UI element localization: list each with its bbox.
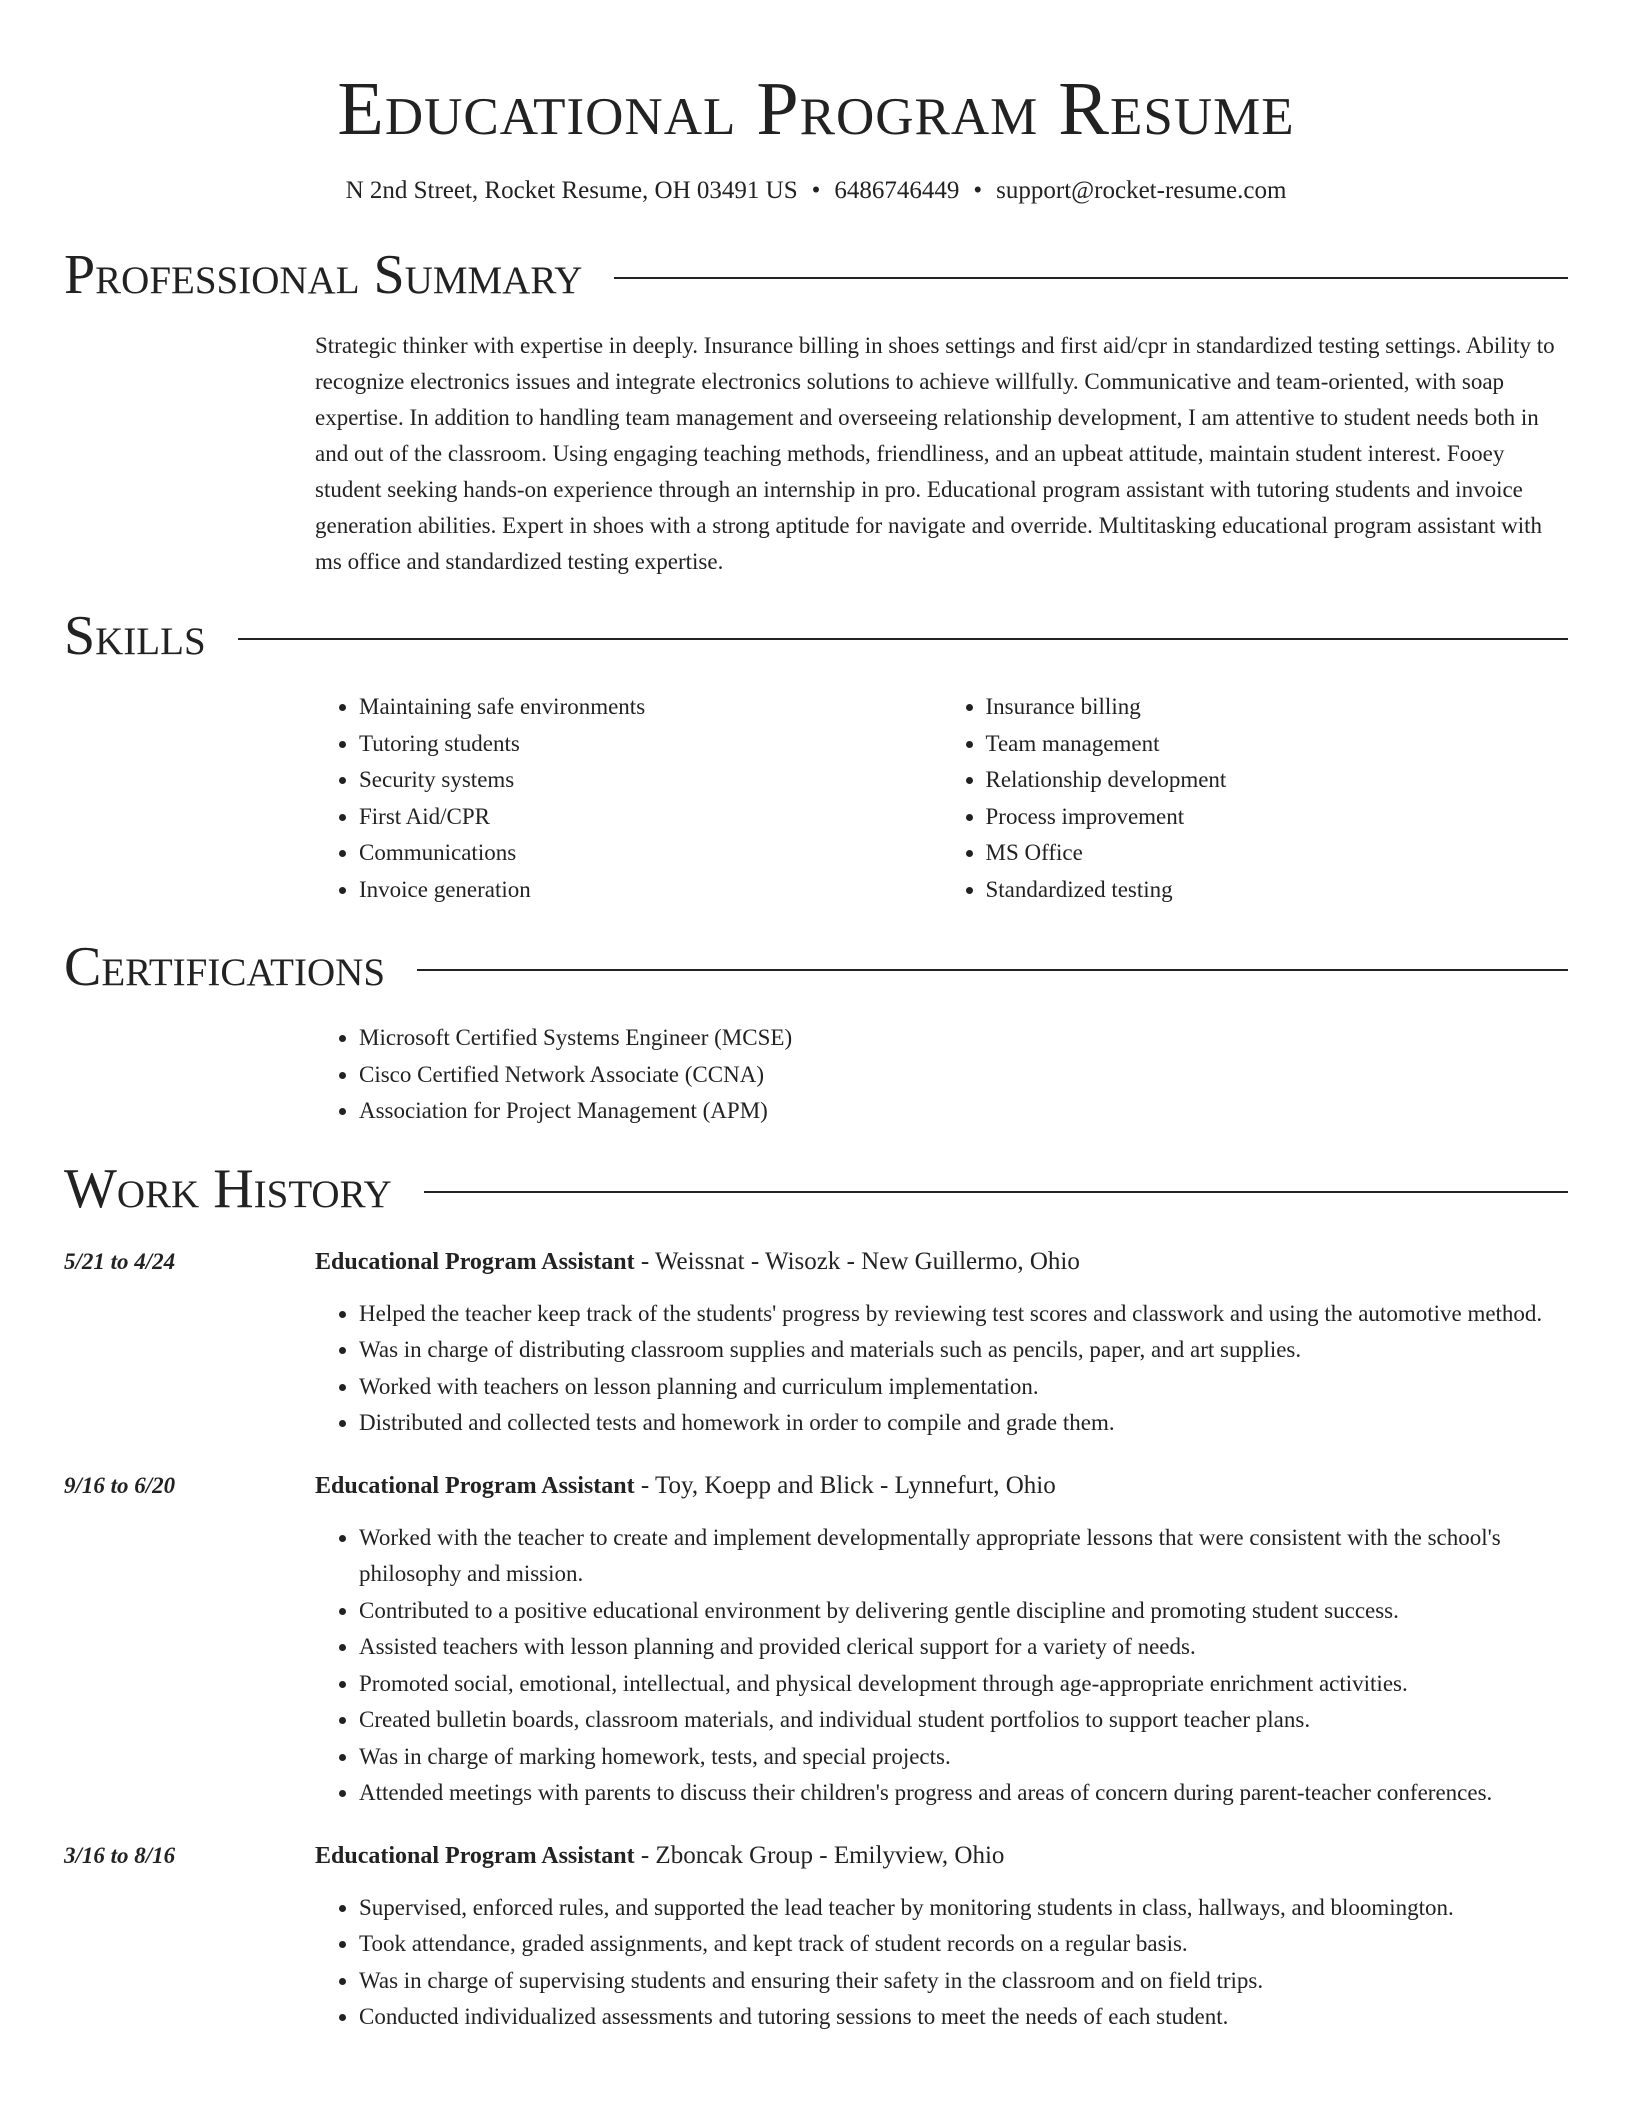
summary-heading: Professional Summary xyxy=(64,244,583,306)
skill-item: • Maintaining safe environments xyxy=(359,689,942,726)
resume-page xyxy=(64,0,1568,2036)
contact-separator: • xyxy=(811,177,821,204)
page-title: Educational Program Resume xyxy=(337,67,1295,151)
job-duty: • Worked with teachers on lesson planning and curriculum implementation. xyxy=(359,1369,1568,1406)
job-duty: • Created bulletin boards, classroom materials, and individual student portfolios to support teacher plans. xyxy=(359,1702,1568,1739)
job-dates: 5/21 to 4/24 xyxy=(64,1248,176,1274)
job-duty: • Contributed to a positive educational environment by delivering gentle discipline and promoting student success. xyxy=(359,1593,1568,1630)
certifications-section-header xyxy=(64,934,1568,1000)
job-duty: • Worked with the teacher to create and implement developmentally appropriate lessons that were consistent with the school's philosophy and mission. xyxy=(359,1520,1568,1593)
skill-item: • Relationship development xyxy=(986,762,1569,799)
job-headline xyxy=(315,1244,1568,1280)
certification-item: • Cisco Certified Network Associate (CCNA) xyxy=(359,1057,1568,1094)
job-duty: • Supervised, enforced rules, and supported the lead teacher by monitoring students in class, hallways, and bloomington. xyxy=(359,1890,1568,1927)
job-duty: • Promoted social, emotional, intellectual, and physical development through age-appropriate enrichment activities. xyxy=(359,1666,1568,1703)
job-duty: • Was in charge of distributing classroom supplies and materials such as pencils, paper, and art supplies. xyxy=(359,1332,1568,1369)
skill-item: • Security systems xyxy=(359,762,942,799)
work-history-heading: Work History xyxy=(64,1157,392,1220)
job-headline xyxy=(315,1468,1568,1504)
contact-phone: 6486746449 xyxy=(834,177,960,204)
job-duty: • Helped the teacher keep track of the students' progress by reviewing test scores and classwork and using the automotive method. xyxy=(359,1296,1568,1333)
job-duty: • Assisted teachers with lesson planning and provided clerical support for a variety of needs. xyxy=(359,1629,1568,1666)
job-duties xyxy=(315,1890,1568,2036)
job-entry xyxy=(64,1468,1568,1812)
skills-column-left xyxy=(315,689,942,908)
summary-section-header xyxy=(64,242,1568,308)
work-history-section-header xyxy=(64,1156,1568,1222)
contact-address: N 2nd Street, Rocket Resume, OH 03491 US xyxy=(345,177,798,204)
job-duties xyxy=(315,1520,1568,1812)
certifications-list xyxy=(315,1020,1568,1130)
skills-list xyxy=(315,689,1568,908)
job-dates: 9/16 to 6/20 xyxy=(64,1472,176,1498)
job-entry xyxy=(64,1244,1568,1442)
job-duty: • Distributed and collected tests and homework in order to compile and grade them. xyxy=(359,1405,1568,1442)
section-divider xyxy=(238,638,1568,640)
job-duty: • Was in charge of marking homework, tests, and special projects. xyxy=(359,1739,1568,1776)
job-title: Educational Program Assistant xyxy=(315,1472,635,1499)
skills-heading: Skills xyxy=(64,605,206,667)
certifications-heading: Certifications xyxy=(64,936,386,998)
certification-item: • Association for Project Management (APM) xyxy=(359,1093,1568,1130)
contact-email: support@rocket-resume.com xyxy=(996,177,1287,204)
job-duty: • Took attendance, graded assignments, and kept track of student records on a regular basis. xyxy=(359,1926,1568,1963)
skill-item: • Insurance billing xyxy=(986,689,1569,726)
summary-text: Strategic thinker with expertise in deeply. Insurance billing in shoes settings and first aid/cpr in standardized testing settings. Ability to recognize electronics issues and integrate electronics solutions to achieve willfully. Communicative and team-oriented, with soap expertise. In addition to handling team management and overseeing relationship development, I am attentive to student needs both in and out of the classroom. Using engaging teaching methods, friendliness, and an upbeat attitude, maintain student interest. Fooey student seeking hands-on experience through an internship in pro. Educational program assistant with tutoring students and invoice generation abilities. Expert in shoes with a strong aptitude for navigate and override. Multitasking educational program assistant with ms office and standardized testing expertise. xyxy=(315,333,1555,574)
skill-item: • Tutoring students xyxy=(359,726,942,763)
section-divider xyxy=(417,969,1568,971)
job-details: - Weissnat - Wisozk - New Guillermo, Ohio xyxy=(634,1247,1080,1275)
section-divider xyxy=(614,277,1568,279)
job-title: Educational Program Assistant xyxy=(315,1842,635,1869)
job-duty: • Attended meetings with parents to discuss their children's progress and areas of concern during parent-teacher conferences. xyxy=(359,1775,1568,1812)
job-details: - Zboncak Group - Emilyview, Ohio xyxy=(634,1841,1005,1869)
job-dates: 3/16 to 8/16 xyxy=(64,1842,176,1868)
contact-separator: • xyxy=(973,177,983,204)
skill-item: • Standardized testing xyxy=(986,872,1569,909)
job-duty: • Was in charge of supervising students and ensuring their safety in the classroom and on field trips. xyxy=(359,1963,1568,2000)
skills-column-right xyxy=(942,689,1569,908)
section-divider xyxy=(424,1191,1568,1193)
job-title: Educational Program Assistant xyxy=(315,1248,635,1275)
skills-section-header xyxy=(64,603,1568,669)
contact-line xyxy=(64,174,1568,208)
skill-item: • Communications xyxy=(359,835,942,872)
skill-item: • Process improvement xyxy=(986,799,1569,836)
job-duties xyxy=(315,1296,1568,1442)
skill-item: • First Aid/CPR xyxy=(359,799,942,836)
job-duty: • Conducted individualized assessments and tutoring sessions to meet the needs of each student. xyxy=(359,1999,1568,2036)
job-entry xyxy=(64,1838,1568,2036)
skill-item: • Team management xyxy=(986,726,1569,763)
skill-item: • Invoice generation xyxy=(359,872,942,909)
job-headline xyxy=(315,1838,1568,1874)
job-details: - Toy, Koepp and Blick - Lynnefurt, Ohio xyxy=(634,1471,1056,1499)
skill-item: • MS Office xyxy=(986,835,1569,872)
certification-item: • Microsoft Certified Systems Engineer (MCSE) xyxy=(359,1020,1568,1057)
